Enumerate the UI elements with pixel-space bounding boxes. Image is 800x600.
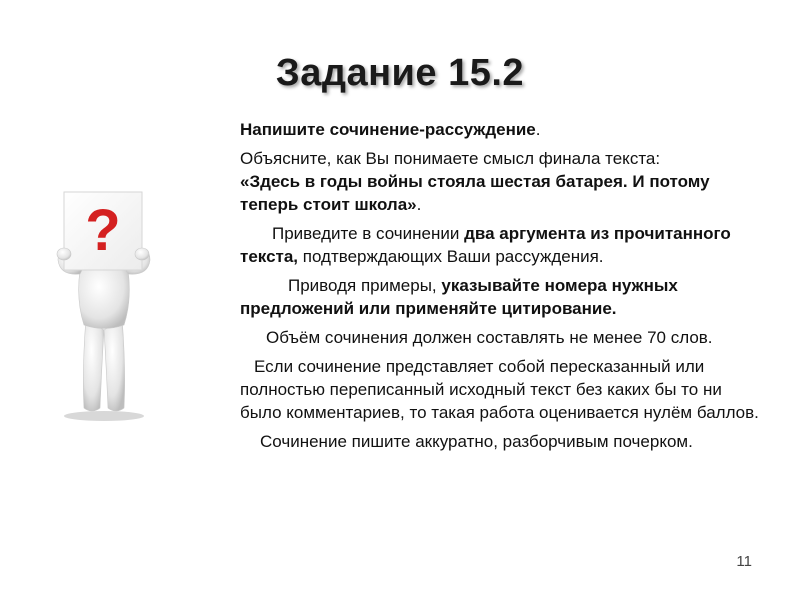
task-text [240,118,760,459]
paragraph-2 [240,147,760,216]
paragraph-3 [240,222,760,268]
paragraph-2-text: Объясните, как Вы понимаете смысл финала текста: [240,149,661,168]
paragraph-5: Объём сочинения должен составлять не менее 70 слов. [266,328,713,347]
paragraph-1 [240,118,760,141]
paragraph-3-lead: Приведите в сочинении [272,224,465,243]
paragraph-6: Если сочинение представляет собой пересказанный или полностью переписанный исходный текст без каких бы то ни было комментариев, то такая работа оценивается нулём баллов. [240,357,759,422]
page-number: 11 [736,553,752,570]
page-title: Задание 15.2 [275,52,525,94]
person-holding-question-sign-icon [52,190,157,422]
paragraph-1-tail: . [535,120,541,139]
paragraph-7: Сочинение пишите аккуратно, разборчивым почерком. [260,432,693,451]
paragraph-4 [240,274,760,320]
question-mark: ? [85,198,121,263]
paragraph-2-quote: «Здесь в годы войны стояла шестая батарея. И потому теперь стоит школа» [240,172,710,214]
paragraph-3-tail: подтверждающих Ваши рассуждения. [298,247,604,266]
paragraph-3-bold: два аргумента из прочитанного текста, [240,224,731,266]
paragraph-2-tail: . [416,195,422,214]
paragraph-4-bold: указывайте номера нужных предложений или применяйте цитирование. [240,276,678,318]
paragraph-4-lead: Приводя примеры, [288,276,442,295]
paragraph-1-bold: Напишите сочинение-рассуждение [240,120,536,139]
